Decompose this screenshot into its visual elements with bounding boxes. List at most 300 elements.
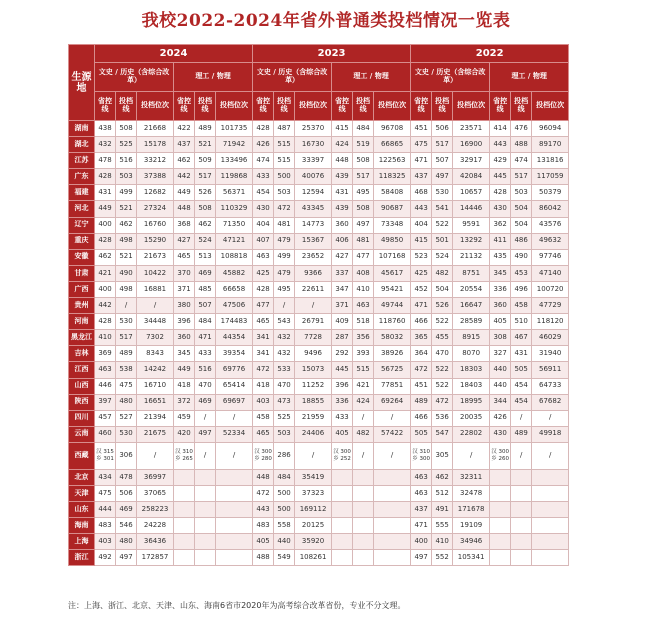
- table-cell: [374, 485, 411, 501]
- table-cell: 435: [490, 249, 511, 265]
- table-row: [69, 137, 569, 153]
- table-cell: 443: [411, 201, 432, 217]
- table-cell: 397: [95, 394, 116, 410]
- table-cell: 15367: [295, 233, 332, 249]
- table-cell: 433: [195, 346, 216, 362]
- table-cell: 415: [332, 121, 353, 137]
- table-cell: 45617: [374, 265, 411, 281]
- table-cell: 9496: [295, 346, 332, 362]
- table-cell: 506: [432, 121, 453, 137]
- table-cell: 546: [116, 518, 137, 534]
- table-cell: 465: [253, 426, 274, 442]
- table-cell: [332, 518, 353, 534]
- table-cell: 517: [195, 169, 216, 185]
- subject-science-header: 理工 / 物理: [174, 63, 253, 92]
- table-cell: [195, 550, 216, 566]
- table-cell: 431: [332, 185, 353, 201]
- table-cell: 47121: [216, 233, 253, 249]
- year-header-2023: 2023: [253, 45, 411, 63]
- table-cell: 471: [195, 330, 216, 346]
- admission-line-header: 投档线: [195, 92, 216, 121]
- table-cell: 444: [95, 502, 116, 518]
- table-cell: 425: [253, 265, 274, 281]
- table-cell: 459: [174, 410, 195, 426]
- table-cell: 489: [195, 121, 216, 137]
- table-cell: 110329: [216, 201, 253, 217]
- subject-science-header: 理工 / 物理: [490, 63, 569, 92]
- table-cell: 21132: [453, 249, 490, 265]
- table-cell: 521: [195, 137, 216, 153]
- table-cell: 440: [490, 378, 511, 394]
- table-cell: 538: [116, 362, 137, 378]
- table-cell: 471: [411, 298, 432, 314]
- table-cell: 485: [195, 281, 216, 297]
- table-cell: 14446: [453, 201, 490, 217]
- table-cell: 33212: [137, 153, 174, 169]
- table-cell: 443: [253, 502, 274, 518]
- table-cell: 462: [95, 249, 116, 265]
- table-cell: [195, 485, 216, 501]
- table-cell: 440: [274, 534, 295, 550]
- table-cell: 454: [511, 378, 532, 394]
- table-cell: 405: [253, 534, 274, 550]
- table-cell: 118120: [532, 314, 569, 330]
- table-cell: 73348: [374, 217, 411, 233]
- table-cell: 484: [353, 121, 374, 137]
- table-cell: 438: [95, 121, 116, 137]
- table-cell: 356: [353, 330, 374, 346]
- table-cell: [174, 485, 195, 501]
- table-cell: 18995: [453, 394, 490, 410]
- table-cell: 21394: [137, 410, 174, 426]
- table-cell: [490, 550, 511, 566]
- table-cell: 52334: [216, 426, 253, 442]
- table-cell: 513: [195, 249, 216, 265]
- table-cell: 287: [332, 330, 353, 346]
- table-cell: [353, 469, 374, 485]
- table-cell: [511, 469, 532, 485]
- table-cell: 42084: [453, 169, 490, 185]
- admission-rank-header: 投档位次: [453, 92, 490, 121]
- table-cell: 443: [490, 137, 511, 153]
- table-cell: 490: [116, 265, 137, 281]
- table-cell: /: [295, 442, 332, 469]
- subject-arts-header: 文史 / 历史（含综合改革）: [411, 63, 490, 92]
- table-cell: 371: [174, 281, 195, 297]
- table-cell: 510: [511, 314, 532, 330]
- table-cell: 403: [253, 394, 274, 410]
- table-cell: 117059: [532, 169, 569, 185]
- table-cell: 21959: [295, 410, 332, 426]
- table-cell: [195, 502, 216, 518]
- table-cell: /: [374, 410, 411, 426]
- table-cell: 475: [95, 485, 116, 501]
- control-line-header: 省控线: [95, 92, 116, 121]
- table-cell: [195, 534, 216, 550]
- table-cell: 519: [353, 137, 374, 153]
- table-cell: [216, 502, 253, 518]
- table-cell: 515: [353, 362, 374, 378]
- table-cell: 400: [95, 217, 116, 233]
- table-cell: 499: [274, 249, 295, 265]
- table-cell: 451: [411, 121, 432, 137]
- table-cell: 462: [432, 469, 453, 485]
- table-cell: [532, 518, 569, 534]
- table-cell: /: [195, 410, 216, 426]
- table-cell: 58032: [374, 330, 411, 346]
- table-cell: 530: [432, 185, 453, 201]
- table-cell: 462: [195, 217, 216, 233]
- table-cell: 484: [274, 469, 295, 485]
- admission-line-header: 投档线: [353, 92, 374, 121]
- table-cell: 517: [511, 169, 532, 185]
- province-cell: 甘肃: [69, 265, 95, 281]
- table-cell: /: [353, 410, 374, 426]
- table-cell: 477: [253, 298, 274, 314]
- table-cell: 286: [274, 442, 295, 469]
- table-cell: 479: [274, 233, 295, 249]
- table-cell: 430: [490, 426, 511, 442]
- table-cell: 503: [116, 169, 137, 185]
- table-cell: 43576: [532, 217, 569, 233]
- table-cell: 32311: [453, 469, 490, 485]
- table-cell: 547: [432, 426, 453, 442]
- table-cell: 501: [432, 233, 453, 249]
- table-cell: 36436: [137, 534, 174, 550]
- table-cell: 481: [353, 233, 374, 249]
- table-cell: 481: [274, 217, 295, 233]
- table-cell: 28589: [453, 314, 490, 330]
- table-cell: [374, 550, 411, 566]
- table-cell: 37323: [295, 485, 332, 501]
- table-cell: 37388: [137, 169, 174, 185]
- table-cell: 365: [411, 330, 432, 346]
- table-cell: 24406: [295, 426, 332, 442]
- table-row: [69, 298, 569, 314]
- table-cell: 50379: [532, 185, 569, 201]
- table-cell: 480: [116, 534, 137, 550]
- table-cell: 422: [174, 121, 195, 137]
- table-cell: /: [511, 442, 532, 469]
- table-cell: 344: [490, 394, 511, 410]
- table-cell: 530: [116, 426, 137, 442]
- table-cell: 12594: [295, 185, 332, 201]
- table-cell: 503: [274, 426, 295, 442]
- province-cell: 四川: [69, 410, 95, 426]
- table-cell: 521: [116, 201, 137, 217]
- table-row: [69, 502, 569, 518]
- table-cell: 21668: [137, 121, 174, 137]
- table-cell: 442: [95, 298, 116, 314]
- table-cell: 16647: [453, 298, 490, 314]
- table-row: [69, 185, 569, 201]
- table-cell: [332, 550, 353, 566]
- table-cell: 451: [411, 378, 432, 394]
- table-cell: 526: [432, 298, 453, 314]
- table-cell: 500: [274, 485, 295, 501]
- table-cell: 474: [253, 153, 274, 169]
- table-cell: 495: [274, 281, 295, 297]
- table-cell: /: [137, 298, 174, 314]
- admission-rank-header: 投档位次: [295, 92, 332, 121]
- table-cell: 20125: [295, 518, 332, 534]
- table-cell: 524: [432, 249, 453, 265]
- table-cell: 488: [253, 550, 274, 566]
- table-cell: /: [116, 298, 137, 314]
- table-cell: 405: [490, 314, 511, 330]
- table-cell: 523: [411, 249, 432, 265]
- table-cell: 336: [332, 394, 353, 410]
- table-cell: 469: [195, 265, 216, 281]
- table-cell: 468: [411, 185, 432, 201]
- table-cell: 67682: [532, 394, 569, 410]
- province-cell: 重庆: [69, 233, 95, 249]
- table-cell: 433: [253, 169, 274, 185]
- table-cell: 505: [411, 426, 432, 442]
- table-cell: 89170: [532, 137, 569, 153]
- table-cell: 69697: [216, 394, 253, 410]
- table-cell: 426: [490, 410, 511, 426]
- province-cell: 海南: [69, 518, 95, 534]
- table-cell: 541: [432, 201, 453, 217]
- table-cell: 428: [490, 185, 511, 201]
- table-cell: 508: [195, 201, 216, 217]
- table-cell: 454: [253, 185, 274, 201]
- table-cell: /: [353, 442, 374, 469]
- table-cell: 446: [95, 378, 116, 394]
- table-cell: 31940: [532, 346, 569, 362]
- table-cell: 56725: [374, 362, 411, 378]
- table-cell: 369: [95, 346, 116, 362]
- subject-science-header: 理工 / 物理: [332, 63, 411, 92]
- table-cell: /: [511, 410, 532, 426]
- table-row: [69, 314, 569, 330]
- table-cell: 14773: [295, 217, 332, 233]
- table-cell: 49632: [532, 233, 569, 249]
- table-cell: 336: [490, 281, 511, 297]
- table-cell: [174, 469, 195, 485]
- table-cell: 18855: [295, 394, 332, 410]
- province-cell: 河南: [69, 314, 95, 330]
- table-cell: [490, 469, 511, 485]
- province-cell: 江西: [69, 362, 95, 378]
- table-row: [69, 534, 569, 550]
- table-cell: 16710: [137, 378, 174, 394]
- table-cell: 400: [95, 281, 116, 297]
- table-cell: 421: [353, 378, 374, 394]
- table-row: [69, 169, 569, 185]
- table-cell: 452: [411, 281, 432, 297]
- table-cell: 18403: [453, 378, 490, 394]
- table-cell: 32478: [453, 485, 490, 501]
- table-cell: 522: [432, 217, 453, 233]
- table-cell: 258223: [137, 502, 174, 518]
- table-cell: 19109: [453, 518, 490, 534]
- table-cell: 57422: [374, 426, 411, 442]
- table-cell: 49918: [532, 426, 569, 442]
- control-line-header: 省控线: [253, 92, 274, 121]
- table-cell: 498: [116, 233, 137, 249]
- table-cell: 482: [432, 265, 453, 281]
- table-cell: 8915: [453, 330, 490, 346]
- table-row: [69, 485, 569, 501]
- table-cell: 44354: [216, 330, 253, 346]
- table-cell: /: [216, 442, 253, 469]
- table-cell: 453: [511, 265, 532, 281]
- table-cell: 508: [353, 201, 374, 217]
- province-cell: 黑龙江: [69, 330, 95, 346]
- table-cell: 533: [274, 362, 295, 378]
- table-row: [69, 550, 569, 566]
- table-cell: 524: [195, 233, 216, 249]
- table-cell: 408: [353, 265, 374, 281]
- table-cell: 36997: [137, 469, 174, 485]
- table-cell: 469: [195, 394, 216, 410]
- table-cell: 15178: [137, 137, 174, 153]
- table-cell: 341: [253, 330, 274, 346]
- table-cell: 518: [353, 314, 374, 330]
- table-cell: 96094: [532, 121, 569, 137]
- table-cell: [174, 518, 195, 534]
- table-cell: [490, 518, 511, 534]
- subject-arts-header: 文史 / 历史（含综合改革）: [253, 63, 332, 92]
- table-cell: 426: [253, 137, 274, 153]
- table-cell: 506: [116, 485, 137, 501]
- table-cell: 434: [95, 469, 116, 485]
- table-cell: 454: [511, 394, 532, 410]
- table-row: [69, 426, 569, 442]
- table-cell: 504: [511, 217, 532, 233]
- table-cell: 汉 300 乡 280: [253, 442, 274, 469]
- table-cell: 492: [95, 550, 116, 566]
- table-cell: 472: [274, 201, 295, 217]
- table-row: [69, 330, 569, 346]
- table-cell: 97746: [532, 249, 569, 265]
- table-cell: 133496: [216, 153, 253, 169]
- table-cell: 11252: [295, 378, 332, 394]
- control-line-header: 省控线: [411, 92, 432, 121]
- table-cell: 458: [253, 410, 274, 426]
- table-cell: /: [453, 442, 490, 469]
- table-cell: 105341: [453, 550, 490, 566]
- table-cell: 108261: [295, 550, 332, 566]
- table-cell: 380: [174, 298, 195, 314]
- table-cell: 420: [174, 426, 195, 442]
- table-cell: 20554: [453, 281, 490, 297]
- table-cell: 415: [411, 233, 432, 249]
- table-cell: 56371: [216, 185, 253, 201]
- table-cell: 360: [332, 217, 353, 233]
- table-cell: 10657: [453, 185, 490, 201]
- table-cell: 362: [490, 217, 511, 233]
- table-cell: 448: [253, 469, 274, 485]
- table-cell: 439: [332, 169, 353, 185]
- table-cell: 327: [490, 346, 511, 362]
- table-cell: 488: [511, 137, 532, 153]
- table-cell: 56911: [532, 362, 569, 378]
- table-cell: 462: [174, 153, 195, 169]
- table-cell: 47506: [216, 298, 253, 314]
- table-cell: 69776: [216, 362, 253, 378]
- table-cell: 370: [174, 265, 195, 281]
- table-cell: 汉 310 乡 300: [411, 442, 432, 469]
- table-cell: [353, 534, 374, 550]
- table-cell: 432: [95, 137, 116, 153]
- admission-line-header: 投档线: [432, 92, 453, 121]
- table-cell: 536: [432, 410, 453, 426]
- table-cell: [511, 485, 532, 501]
- table-cell: 21675: [137, 426, 174, 442]
- table-cell: 437: [411, 502, 432, 518]
- page-title: 我校2022-2024年省外普通类投档情况一览表: [141, 11, 511, 31]
- table-cell: [195, 469, 216, 485]
- table-cell: 418: [174, 378, 195, 394]
- table-cell: [332, 485, 353, 501]
- subject-arts-header: 文史 / 历史（含综合改革）: [95, 63, 174, 92]
- table-cell: [490, 534, 511, 550]
- table-cell: 13292: [453, 233, 490, 249]
- table-cell: 480: [116, 394, 137, 410]
- table-cell: 174483: [216, 314, 253, 330]
- table-cell: 517: [353, 169, 374, 185]
- province-cell: 河北: [69, 201, 95, 217]
- table-row: [69, 362, 569, 378]
- table-cell: 427: [174, 233, 195, 249]
- table-cell: [353, 502, 374, 518]
- table-cell: /: [216, 410, 253, 426]
- table-cell: 504: [432, 281, 453, 297]
- province-cell: 上海: [69, 534, 95, 550]
- table-cell: 24228: [137, 518, 174, 534]
- table-cell: 424: [332, 137, 353, 153]
- table-cell: [332, 502, 353, 518]
- table-cell: 32917: [453, 153, 490, 169]
- table-cell: 525: [274, 410, 295, 426]
- table-cell: 107168: [374, 249, 411, 265]
- table-cell: 433: [332, 410, 353, 426]
- table-cell: 38926: [374, 346, 411, 362]
- table-cell: 496: [511, 281, 532, 297]
- table-cell: /: [137, 442, 174, 469]
- control-line-header: 省控线: [332, 92, 353, 121]
- table-cell: 478: [95, 153, 116, 169]
- table-cell: 475: [411, 137, 432, 153]
- table-cell: 486: [511, 233, 532, 249]
- table-cell: 465: [253, 314, 274, 330]
- table-cell: 7302: [137, 330, 174, 346]
- table-cell: 337: [332, 265, 353, 281]
- table-cell: 汉 310 乡 265: [174, 442, 195, 469]
- province-cell: 浙江: [69, 550, 95, 566]
- table-cell: 90687: [374, 201, 411, 217]
- table-cell: 414: [490, 121, 511, 137]
- table-cell: [374, 518, 411, 534]
- table-cell: 472: [253, 362, 274, 378]
- table-cell: 455: [432, 330, 453, 346]
- table-cell: [353, 485, 374, 501]
- table-cell: 489: [411, 394, 432, 410]
- table-cell: 437: [411, 169, 432, 185]
- table-cell: 479: [274, 265, 295, 281]
- table-cell: 96708: [374, 121, 411, 137]
- table-cell: 345: [490, 265, 511, 281]
- table-cell: [353, 518, 374, 534]
- table-cell: [532, 534, 569, 550]
- table-cell: 404: [253, 217, 274, 233]
- table-row: [69, 378, 569, 394]
- table-cell: [532, 502, 569, 518]
- table-cell: 445: [490, 169, 511, 185]
